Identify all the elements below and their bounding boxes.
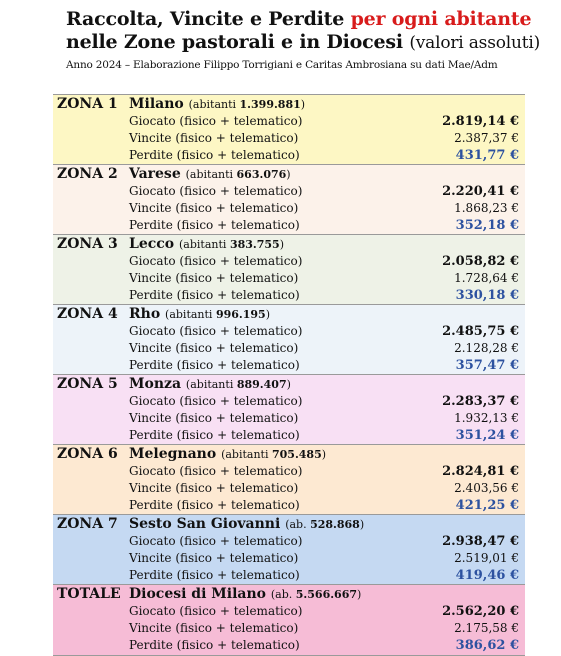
wins-value: 1.728,64 € bbox=[454, 271, 519, 285]
zone-header bbox=[53, 235, 525, 253]
losses-value: 431,77 € bbox=[455, 148, 519, 163]
zones-table bbox=[53, 94, 525, 656]
zone-name bbox=[129, 236, 284, 252]
played-row bbox=[53, 603, 525, 620]
population bbox=[186, 168, 291, 181]
zone-block bbox=[53, 445, 525, 515]
population-suffix: ) bbox=[300, 98, 306, 111]
title-part-1: Raccolta, Vincite e Perdite bbox=[66, 8, 351, 30]
losses-row bbox=[53, 637, 525, 654]
zone-label: ZONA 7 bbox=[57, 516, 118, 532]
wins-value: 2.519,01 € bbox=[454, 551, 519, 565]
played-value: 2.220,41 € bbox=[442, 184, 519, 199]
population-prefix: (abitanti bbox=[185, 378, 237, 391]
played-value: 2.485,75 € bbox=[442, 324, 519, 339]
wins-label: Vincite (fisico + telematico) bbox=[129, 201, 299, 215]
zone-header bbox=[53, 585, 525, 603]
population-prefix: (ab. bbox=[285, 518, 311, 531]
population-suffix: ) bbox=[359, 518, 365, 531]
zone-label: ZONA 6 bbox=[57, 446, 118, 462]
played-value: 2.283,37 € bbox=[442, 394, 519, 409]
population bbox=[189, 98, 305, 111]
population-value: 705.485 bbox=[271, 448, 322, 461]
zone-header bbox=[53, 515, 525, 533]
losses-label: Perdite (fisico + telematico) bbox=[129, 428, 300, 442]
wins-label: Vincite (fisico + telematico) bbox=[129, 341, 299, 355]
population-value: 889.407 bbox=[236, 378, 287, 391]
wins-label: Vincite (fisico + telematico) bbox=[129, 271, 299, 285]
wins-label: Vincite (fisico + telematico) bbox=[129, 481, 299, 495]
header bbox=[0, 0, 561, 73]
losses-label: Perdite (fisico + telematico) bbox=[129, 568, 300, 582]
zone-name bbox=[129, 96, 305, 112]
played-row bbox=[53, 253, 525, 270]
zone-header bbox=[53, 305, 525, 323]
population-prefix: (abitanti bbox=[221, 448, 272, 461]
wins-label: Vincite (fisico + telematico) bbox=[129, 621, 299, 635]
population-value: 5.566.667 bbox=[295, 588, 358, 601]
zone-block bbox=[53, 305, 525, 375]
zone-label: ZONA 3 bbox=[57, 236, 118, 252]
population-prefix: (abitanti bbox=[165, 308, 216, 321]
played-row bbox=[53, 113, 525, 130]
population-suffix: ) bbox=[286, 378, 291, 391]
wins-value: 2.175,58 € bbox=[454, 621, 519, 635]
wins-value: 1.932,13 € bbox=[454, 411, 519, 425]
losses-row bbox=[53, 497, 525, 514]
played-row bbox=[53, 463, 525, 480]
losses-value: 419,46 € bbox=[455, 568, 519, 583]
losses-row bbox=[53, 427, 525, 444]
losses-row bbox=[53, 217, 525, 234]
played-value: 2.562,20 € bbox=[442, 604, 519, 619]
page-title-line-2 bbox=[66, 31, 561, 55]
zone-header bbox=[53, 375, 525, 393]
population bbox=[221, 448, 326, 461]
wins-row bbox=[53, 340, 525, 357]
population-suffix: ) bbox=[357, 588, 362, 601]
zone-label: ZONA 5 bbox=[57, 376, 118, 392]
zone-name-text: Diocesi di Milano bbox=[129, 586, 267, 602]
population bbox=[285, 518, 364, 531]
zone-block bbox=[53, 94, 525, 165]
losses-value: 352,18 € bbox=[455, 218, 519, 233]
losses-row bbox=[53, 147, 525, 164]
zone-header bbox=[53, 445, 525, 463]
zone-label: ZONA 4 bbox=[57, 306, 118, 322]
losses-value: 330,18 € bbox=[455, 288, 519, 303]
zone-name-text: Monza bbox=[129, 376, 182, 392]
page-title bbox=[66, 8, 561, 31]
zone-header bbox=[53, 165, 525, 183]
wins-row bbox=[53, 410, 525, 427]
losses-label: Perdite (fisico + telematico) bbox=[129, 218, 300, 232]
zone-name-text: Varese bbox=[129, 166, 181, 182]
title-line-2: nelle Zone pastorali e in Diocesi bbox=[66, 31, 410, 53]
played-row bbox=[53, 323, 525, 340]
losses-label: Perdite (fisico + telematico) bbox=[129, 638, 300, 652]
losses-value: 421,25 € bbox=[455, 498, 519, 513]
population-suffix: ) bbox=[321, 448, 327, 461]
population-value: 383.755 bbox=[229, 238, 280, 251]
population-prefix: (abitanti bbox=[188, 98, 240, 111]
population bbox=[165, 308, 270, 321]
wins-row bbox=[53, 550, 525, 567]
title-highlight: per ogni abitante bbox=[350, 8, 532, 30]
played-value: 2.819,14 € bbox=[442, 114, 519, 129]
title-paren: (valori assoluti) bbox=[409, 33, 541, 53]
zone-header bbox=[53, 95, 525, 113]
population-suffix: ) bbox=[286, 168, 291, 181]
zone-name-text: Sesto San Giovanni bbox=[129, 516, 281, 532]
zone-name-text: Melegnano bbox=[129, 446, 217, 462]
played-value: 2.058,82 € bbox=[442, 254, 519, 269]
played-value: 2.938,47 € bbox=[442, 534, 519, 549]
zone-name bbox=[129, 166, 291, 182]
wins-row bbox=[53, 130, 525, 147]
population bbox=[186, 378, 291, 391]
losses-value: 386,62 € bbox=[455, 638, 519, 653]
zone-block bbox=[53, 515, 525, 585]
zone-label: TOTALE bbox=[57, 586, 121, 602]
population-value: 996.195 bbox=[215, 308, 266, 321]
wins-label: Vincite (fisico + telematico) bbox=[129, 411, 299, 425]
played-label: Giocato (fisico + telematico) bbox=[129, 114, 303, 128]
population-suffix: ) bbox=[279, 238, 284, 251]
wins-row bbox=[53, 620, 525, 637]
played-label: Giocato (fisico + telematico) bbox=[129, 184, 303, 198]
losses-label: Perdite (fisico + telematico) bbox=[129, 288, 300, 302]
wins-value: 2.387,37 € bbox=[454, 131, 519, 145]
population-prefix: (abitanti bbox=[185, 168, 237, 181]
wins-label: Vincite (fisico + telematico) bbox=[129, 551, 299, 565]
wins-row bbox=[53, 200, 525, 217]
population-prefix: (abitanti bbox=[179, 238, 230, 251]
losses-row bbox=[53, 357, 525, 374]
played-label: Giocato (fisico + telematico) bbox=[129, 324, 303, 338]
wins-value: 2.403,56 € bbox=[454, 481, 519, 495]
zone-name bbox=[129, 586, 361, 602]
population bbox=[179, 238, 284, 251]
losses-row bbox=[53, 567, 525, 584]
population-value: 528.868 bbox=[310, 518, 360, 531]
wins-value: 2.128,28 € bbox=[454, 341, 519, 355]
wins-row bbox=[53, 270, 525, 287]
losses-row bbox=[53, 287, 525, 304]
zone-name-text: Rho bbox=[129, 306, 161, 322]
losses-label: Perdite (fisico + telematico) bbox=[129, 358, 300, 372]
population bbox=[271, 588, 361, 601]
population-value: 663.076 bbox=[236, 168, 287, 181]
losses-value: 357,47 € bbox=[455, 358, 519, 373]
zone-block bbox=[53, 585, 525, 656]
wins-label: Vincite (fisico + telematico) bbox=[129, 131, 299, 145]
played-label: Giocato (fisico + telematico) bbox=[129, 394, 303, 408]
played-row bbox=[53, 183, 525, 200]
losses-value: 351,24 € bbox=[455, 428, 519, 443]
population-value: 1.399.881 bbox=[239, 98, 301, 111]
zone-name bbox=[129, 376, 291, 392]
zone-name bbox=[129, 446, 326, 462]
zone-label: ZONA 2 bbox=[57, 166, 118, 182]
zone-block bbox=[53, 165, 525, 235]
zone-block bbox=[53, 235, 525, 305]
losses-label: Perdite (fisico + telematico) bbox=[129, 498, 300, 512]
population-suffix: ) bbox=[265, 308, 271, 321]
played-row bbox=[53, 533, 525, 550]
zone-name-text: Lecco bbox=[129, 236, 175, 252]
wins-row bbox=[53, 480, 525, 497]
zone-name bbox=[129, 306, 270, 322]
page-subtitle: Anno 2024 – Elaborazione Filippo Torrigiani e Caritas Ambrosiana su dati Mae/Adm bbox=[66, 59, 498, 71]
played-row bbox=[53, 393, 525, 410]
played-value: 2.824,81 € bbox=[442, 464, 519, 479]
zone-name-text: Milano bbox=[129, 96, 184, 112]
losses-label: Perdite (fisico + telematico) bbox=[129, 148, 300, 162]
played-label: Giocato (fisico + telematico) bbox=[129, 534, 303, 548]
played-label: Giocato (fisico + telematico) bbox=[129, 604, 303, 618]
zone-name bbox=[129, 516, 364, 532]
population-prefix: (ab. bbox=[270, 588, 296, 601]
zone-block bbox=[53, 375, 525, 445]
played-label: Giocato (fisico + telematico) bbox=[129, 464, 303, 478]
zone-label: ZONA 1 bbox=[57, 96, 118, 112]
wins-value: 1.868,23 € bbox=[454, 201, 519, 215]
played-label: Giocato (fisico + telematico) bbox=[129, 254, 303, 268]
